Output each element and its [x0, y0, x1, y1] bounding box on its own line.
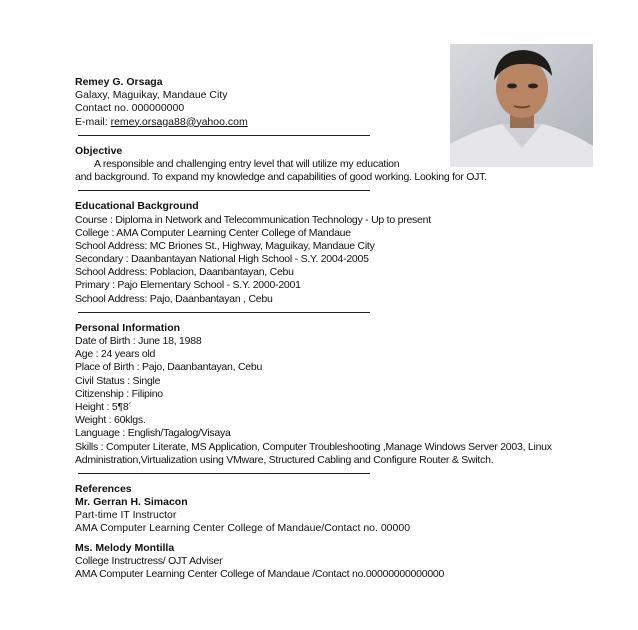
- personal-info-line: Height : 5¶8´: [75, 400, 132, 413]
- email-label: E-mail:: [75, 115, 111, 128]
- section-divider: [75, 184, 630, 194]
- objective-text-line-1: A responsible and challenging entry level that will utilize my education: [94, 157, 400, 170]
- applicant-email-line: [75, 116, 630, 129]
- personal-info-heading: Personal Information: [75, 321, 181, 334]
- education-line: Secondary : Daanbantayan National High School - S.Y. 2004-2005: [75, 253, 369, 266]
- reference-name: Ms. Melody Montilla: [75, 541, 175, 554]
- personal-info-line: Administration,Virtualization using VMware, Structured Cabling and Configure Router & Switch.: [75, 453, 494, 466]
- reference-role: Part-time IT Instructor: [75, 509, 177, 522]
- email-link[interactable]: remey.orsaga88@yahoo.com: [110, 115, 248, 128]
- applicant-name: Remey G. Orsaga: [75, 76, 163, 88]
- reference-role: College Instructress/ OJT Adviser: [75, 554, 223, 567]
- applicant-contact: Contact no. 000000000: [75, 102, 185, 115]
- personal-info-line: Skills : Computer Literate, MS Application, Computer Troubleshooting ,Manage Windows Server 2003, Linux: [75, 440, 552, 453]
- objective-heading: Objective: [75, 144, 123, 157]
- personal-info-line: Place of Birth : Pajo, Daanbantayan, Cebu: [75, 361, 263, 374]
- personal-info-line: Age : 24 years old: [75, 348, 156, 361]
- personal-info-line: Civil Status : Single: [75, 374, 161, 387]
- resume-document: [75, 76, 630, 581]
- personal-info-line: Citizenship : Filipino: [75, 387, 163, 400]
- objective-text-line-2: and background. To expand my knowledge and capabilities of good working. Looking for OJT.: [75, 171, 487, 184]
- personal-info-line: Weight : 60klgs.: [75, 414, 146, 427]
- reference-name: Mr. Gerran H. Simacon: [75, 496, 188, 509]
- reference-org: AMA Computer Learning Center College of Mandaue /Contact no.00000000000000: [75, 568, 445, 580]
- personal-info-line: Language : English/Tagalog/Visaya: [75, 427, 231, 440]
- education-line: School Address: Pajo, Daanbantayan , Cebu: [75, 292, 273, 305]
- education-line: College : AMA Computer Learning Center College of Mandaue: [75, 226, 351, 239]
- education-line: Primary : Pajo Elementary School - S.Y. 2000-2001: [75, 279, 301, 292]
- education-heading: Educational Background: [75, 200, 199, 213]
- section-divider: [75, 306, 630, 316]
- references-heading: References: [75, 482, 132, 495]
- applicant-address: Galaxy, Maguikay, Mandaue City: [75, 89, 228, 102]
- education-line: Course : Diploma in Network and Telecommunication Technology - Up to present: [75, 213, 431, 226]
- reference-org: AMA Computer Learning Center College of Mandaue/Contact no. 00000: [75, 522, 411, 535]
- section-divider: [75, 129, 630, 139]
- personal-info-line: Date of Birth : June 18, 1988: [75, 335, 202, 347]
- section-divider: [75, 467, 630, 477]
- education-line: School Address: Poblacion, Daanbantayan, Cebu: [75, 266, 294, 279]
- education-line: School Address: MC Briones St., Highway, Maguikay, Mandaue City: [75, 239, 375, 252]
